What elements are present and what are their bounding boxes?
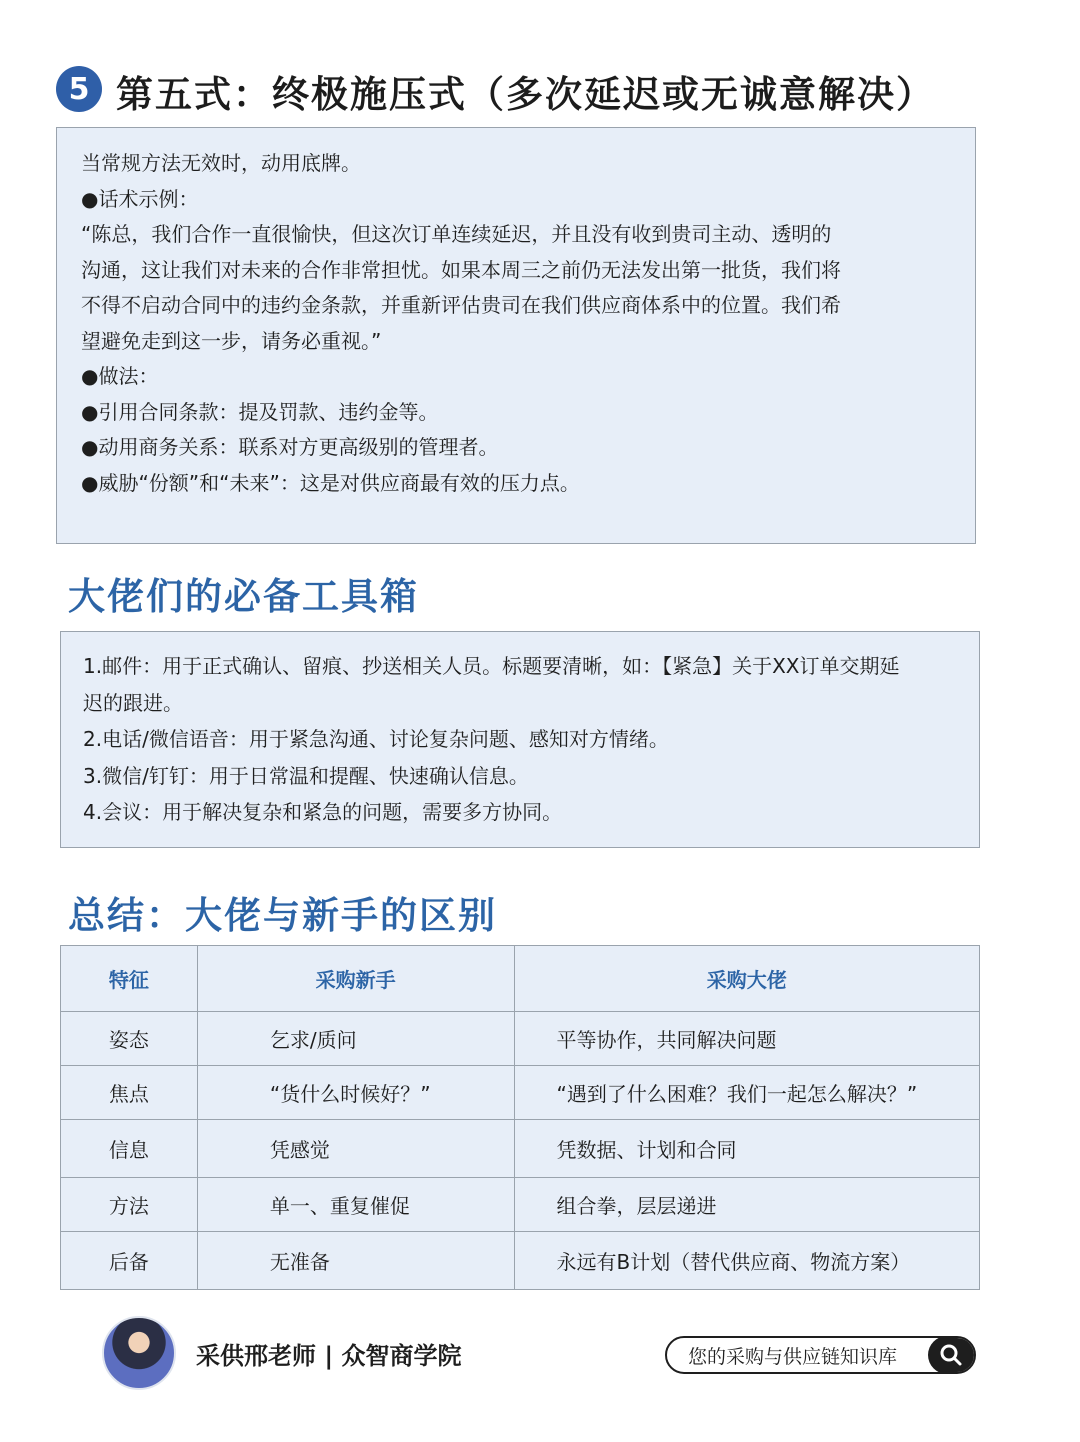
paragraph-line: ●话术示例： (81, 186, 199, 211)
table-cell: 乞求/质问 (197, 1012, 514, 1066)
table-cell: 单一、重复催促 (197, 1178, 514, 1232)
table-cell: 焦点 (61, 1066, 198, 1120)
header-expert: 采购大佬 (514, 946, 979, 1012)
paragraph-line: 当常规方法无效时，动用底牌。 (81, 151, 361, 175)
table-cell: “遇到了什么困难？我们一起怎么解决？” (514, 1066, 979, 1120)
table-cell: 凭数据、计划和合同 (514, 1120, 979, 1178)
section-number-badge: 5 (56, 66, 102, 112)
paragraph-line: ●做法： (81, 364, 159, 388)
section5-title: 第五式：终极施压式（多次延迟或无诚意解决） (116, 73, 935, 116)
brand-name: 采供邢老师 | 众智商学院 (196, 1342, 462, 1370)
toolbox-line: 4.会议：用于解决复杂和紧急的问题，需要多方协同。 (83, 800, 563, 824)
paragraph-line: 沟通，这让我们对未来的合作非常担忧。如果本周三之前仍无法发出第一批货，我们将 (81, 257, 841, 282)
search-bar-text: 您的采购与供应链知识库 (687, 1345, 897, 1368)
paragraph-line: 望避免走到这一步，请务必重视。” (81, 328, 382, 353)
table-cell: 平等协作，共同解决问题 (514, 1012, 979, 1066)
toolbox-title: 大佬们的必备工具箱 (68, 575, 419, 618)
paragraph-line: 不得不启动合同中的违约金条款，并重新评估贵司在我们供应商体系中的位置。我们希 (81, 293, 841, 317)
toolbox-content-box (60, 631, 980, 848)
table-row (61, 1232, 980, 1290)
toolbox-line: 3.微信/钉钉：用于日常温和提醒、快速确认信息。 (83, 763, 529, 788)
toolbox-line: 1.邮件：用于正式确认、留痕、抄送相关人员。标题要清晰，如：【紧急】关于XX订单交期延 (83, 654, 900, 678)
paragraph-line: “陈总，我们合作一直很愉快，但这次订单连续延迟，并且没有收到贵司主动、透明的 (81, 222, 832, 246)
comparison-table (60, 945, 980, 1290)
table-cell: 组合拳，层层递进 (514, 1178, 979, 1232)
avatar (102, 1316, 176, 1390)
toolbox-line: 2.电话/微信语音：用于紧急沟通、讨论复杂问题、感知对方情绪。 (83, 727, 669, 751)
table-cell: 凭感觉 (197, 1120, 514, 1178)
search-bar[interactable] (665, 1336, 976, 1374)
search-icon[interactable] (928, 1336, 974, 1374)
table-cell: 姿态 (61, 1012, 198, 1066)
toolbox-line: 迟的跟进。 (83, 690, 183, 715)
table-cell: 永远有B计划（替代供应商、物流方案） (514, 1232, 979, 1290)
summary-title: 总结：大佬与新手的区别 (68, 894, 497, 937)
table-cell: 无准备 (197, 1232, 514, 1290)
table-header-row (61, 946, 980, 1012)
table-cell: “货什么时候好？” (197, 1066, 514, 1120)
table-row (61, 1012, 980, 1066)
header-novice: 采购新手 (197, 946, 514, 1012)
table-cell: 信息 (61, 1120, 198, 1178)
section5-content-box (56, 127, 976, 544)
table-row (61, 1120, 980, 1178)
table-cell: 后备 (61, 1232, 198, 1290)
paragraph-line: ●引用合同条款：提及罚款、违约金等。 (81, 399, 439, 424)
table-row (61, 1066, 980, 1120)
paragraph-line: ●动用商务关系：联系对方更高级别的管理者。 (81, 435, 499, 459)
table-cell: 方法 (61, 1178, 198, 1232)
paragraph-line: ●威胁“份额”和“未来”：这是对供应商最有效的压力点。 (81, 470, 580, 495)
table-row (61, 1178, 980, 1232)
header-feature: 特征 (61, 946, 198, 1012)
